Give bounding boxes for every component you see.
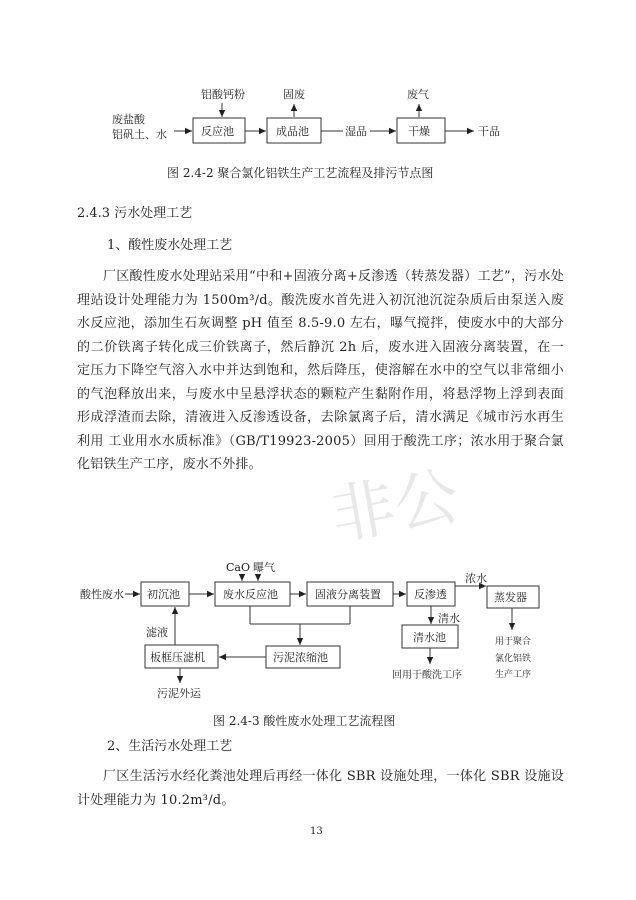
fig1-waste-gas-label: 废气: [407, 88, 429, 101]
acid-wastewater-paragraph: 厂区酸性废水处理站采用“中和+固液分离+反渗透（转蒸发器）工艺”，污水处理站设计处理能力为 1500m³/d。酸洗废水首先进入初沉池沉淀杂质后由泵送入废水反应池，添加生石灰调整 pH 值至 8.5-9.0 左右，曝气搅拌，使废水中的大部分的二价铁离子转化成三价铁离子，然后静沉 2h 后，废水进入固液分离装置，在一定压力下降空气溶入水中并达到饱和，然后降压，使溶解在水中的空气以非常细小的气泡释放出来，与废水中呈悬浮状态的颗粒产生黏附作用，将悬浮物上浮到表面形成浮渣而去除，清液进入反渗透设备，去除氯离子后，清水满足《城市污水再生利用 工业用水水质标准》（GB/T19923-2005）回用于酸洗工序；浓水用于聚合氯化铝铁生产工序，废水不外排。: [77, 269, 564, 472]
fig2-use-line3: 生产工序: [495, 670, 532, 680]
fig2-aeration-label: 曝气: [253, 561, 275, 574]
fig1-wet-product-label: 湿品: [345, 125, 367, 138]
fig2-filtrate-label: 滤液: [146, 626, 168, 639]
fig2-use-line1: 用于聚合: [495, 637, 532, 647]
domestic-sewage-paragraph: 厂区生活污水经化粪池处理后再经一体化 SBR 设施处理，一体化 SBR 设施设计处理能力为 10.2m³/d。: [77, 769, 564, 808]
fig2-conc-water-label: 浓水: [465, 572, 487, 585]
fig1-input-line1: 废盐酸: [112, 113, 145, 126]
figure-2-4-3-caption: 图 2.4-3 酸性废水处理工艺流程图: [213, 714, 396, 728]
figure-2-4-2-caption: 图 2.4-2 聚合氯化铝铁生产工艺流程及排污节点图: [167, 166, 434, 180]
fig2-clear-water-label: 清水: [438, 612, 460, 625]
figure-2-4-3: [80, 560, 539, 700]
fig1-input-line2: 铝矾土、水: [112, 128, 167, 141]
fig2-lime-label: CaO: [226, 561, 250, 574]
fig1-dry-product-label: 干品: [478, 125, 500, 138]
fig2-press-label: 板框压滤机: [150, 651, 205, 664]
fig1-dryer-label: 干燥: [408, 125, 430, 138]
page-number: 13: [310, 826, 323, 837]
fig2-thickener-label: 污泥浓缩池: [273, 651, 328, 664]
fig2-primary-label: 初沉池: [147, 588, 180, 601]
fig1-reagent-label: 铝酸钙粉: [201, 88, 245, 101]
fig1-reactor-label: 反应池: [201, 125, 234, 138]
subsection-acid-wastewater: 1、酸性废水处理工艺: [107, 238, 233, 253]
fig2-reactor-label: 废水反应池: [223, 588, 278, 601]
fig2-clear-tank-label: 清水池: [413, 631, 446, 644]
section-heading: 2.4.3 污水处理工艺: [77, 206, 193, 221]
fig2-evaporator-label: 蒸发器: [494, 591, 527, 604]
fig2-separator-label: 固液分离装置: [315, 588, 381, 601]
fig2-ro-label: 反渗透: [414, 588, 447, 601]
fig2-sludge-out-label: 污泥外运: [157, 687, 201, 700]
figure-2-4-2: [112, 87, 500, 143]
subsection-domestic-sewage: 2、生活污水处理工艺: [107, 739, 233, 754]
fig2-input-label: 酸性废水: [80, 588, 124, 601]
fig1-curing-label: 成品池: [276, 125, 309, 138]
watermark: 非公: [325, 459, 465, 555]
fig2-reuse-label: 回用于酸洗工序: [392, 670, 462, 681]
fig1-solid-waste-label: 固废: [283, 88, 305, 101]
fig2-use-line2: 氯化铝铁: [495, 654, 532, 664]
